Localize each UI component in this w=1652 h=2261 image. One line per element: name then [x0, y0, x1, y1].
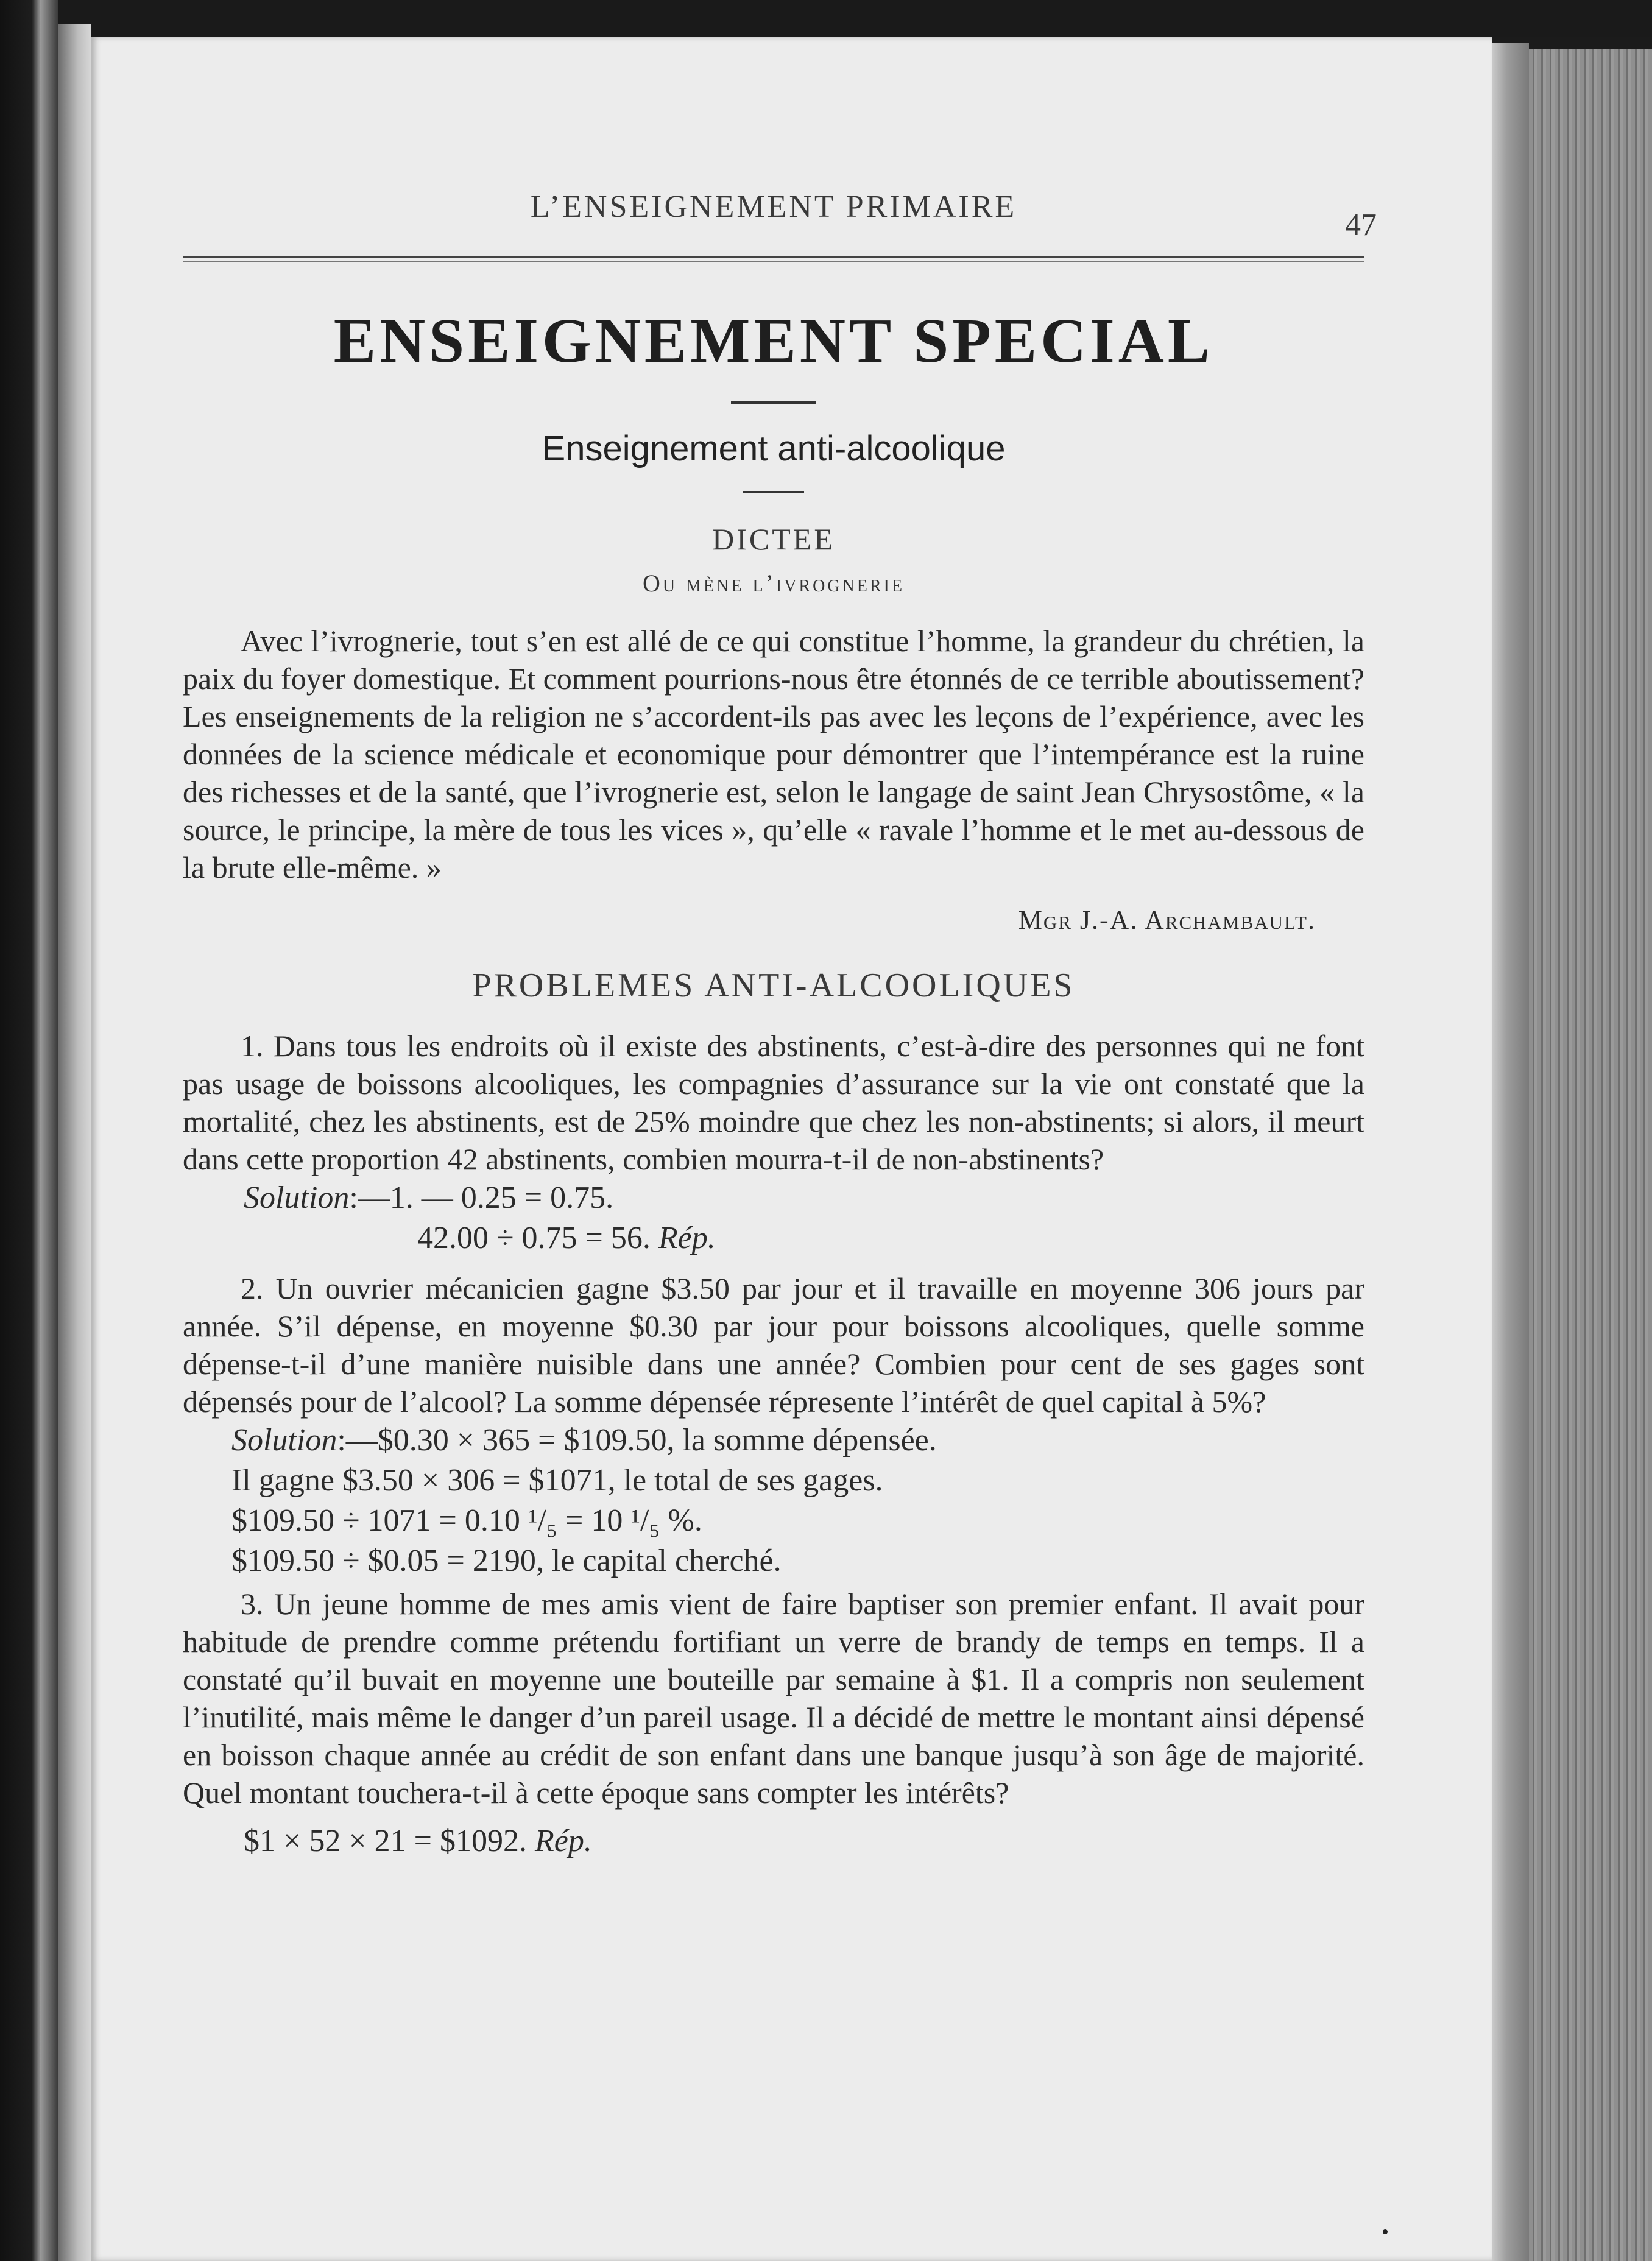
problem-3-solution	[244, 1821, 1364, 1861]
solution-text: :—$0.30 × 365 = $109.50, la somme dépensée.	[337, 1423, 937, 1458]
scan-left-edge	[0, 0, 58, 2261]
running-head	[183, 177, 1377, 244]
scan-speck	[1383, 2229, 1388, 2234]
problem-2-solution-line-2: Il gagne $3.50 × 306 = $1071, le total de ses gages.	[231, 1463, 883, 1498]
problem-1-solution-line-1	[244, 1178, 1364, 1218]
dictee-signature: Mgr J.-A. Archambault.	[1018, 905, 1316, 935]
problem-1-solution-line-2	[417, 1218, 1364, 1258]
dictee-paragraph: Avec l’ivrognerie, tout s’en est allé de ce qui constitue l’homme, la grandeur du chrétien, la paix du foyer domestique. Et comment pourrions-nous être étonnés de ce terrible aboutissement? Les enseignements de la religion ne s’accordent-ils pas avec les leçons de l’expérience, avec les données de la science médicale et economique pour démontrer que l’intempérance est la ruine des richesses et de la santé, que l’ivrognerie est, selon le langage de saint Jean Chrysostôme, « la source, le principe, la mère de tous les vices », qu’elle « ravale l’homme et le met au-dessous de la brute elle-même. »	[183, 624, 1364, 884]
dictee-subtitle: Ou mène l’ivrognerie	[643, 570, 905, 597]
solution-text: 42.00 ÷ 0.75 = 56.	[417, 1221, 651, 1255]
solution-label: Solution	[244, 1180, 350, 1215]
header-rule-thin	[183, 261, 1364, 262]
page-content	[183, 177, 1377, 1861]
page-number: 47	[1345, 208, 1377, 242]
section-divider	[731, 401, 816, 404]
section-title: ENSEIGNEMENT SPECIAL	[333, 306, 1214, 376]
running-title: L’ENSEIGNEMENT PRIMAIRE	[530, 189, 1017, 224]
section-subtitle: Enseignement anti-alcoolique	[542, 429, 1006, 468]
problem-2-solution-line-4: $109.50 ÷ $0.05 = 2190, le capital cherché.	[231, 1543, 782, 1578]
solution-text: $1 × 52 × 21 = $1092.	[244, 1824, 527, 1858]
problems-title: PROBLEMES ANTI-ALCOOLIQUES	[472, 967, 1075, 1004]
problem-3-text: 3. Un jeune homme de mes amis vient de faire baptiser son premier enfant. Il avait pour habitude de prendre comme prétendu fortifiant un verre de brandy de temps en temps. Il a constaté qu’il buvait en moyenne une bouteille par semaine à $1. Il a compris non seulement l’inutilité, mais même le danger d’un pareil usage. Il a décidé de mettre le montant ainsi dépensé en boisson chaque année au crédit de son enfant dans une banque jusqu’à son âge de majorité. Quel montant touchera-t-il à cette époque sans compter les intérêts?	[183, 1587, 1364, 1810]
book-page-edges	[1529, 49, 1652, 2261]
page-gutter	[58, 24, 91, 2261]
solution-label: Solution	[231, 1423, 337, 1458]
scan-top-edge	[0, 0, 1652, 37]
problem-2-solution-line-1	[231, 1420, 1364, 1461]
problem-1-text: 1. Dans tous les endroits où il existe des abstinents, c’est-à-dire des personnes qui ne font pas usage de boissons alcooliques, les compagnies d’assurance sur la vie ont constaté que la mortalité, chez les abstinents, est de 25% moindre que chez les non-abstinents; si alors, il meurt dans cette proportion 42 abstinents, combien mourra-t-il de non-abstinents?	[183, 1029, 1364, 1176]
problem-2-text: 2. Un ouvrier mécanicien gagne $3.50 par jour et il travaille en moyenne 306 jours par année. S’il dépense, en moyenne $0.30 par jour pour boissons alcooliques, quelle somme dépense-t-il d’une manière nuisible dans une année? Combien pour cent de ses gages sont dépensés pour de l’alcool? La somme dépensée répresente l’intérêt de quel capital à 5%?	[183, 1271, 1364, 1419]
subtitle-divider	[743, 491, 804, 493]
answer-label: Rép.	[658, 1221, 716, 1255]
problem-2-solution-line-3: $109.50 ÷ 1071 = 0.10 ¹/₅ = 10 ¹/₅ %.	[231, 1503, 702, 1538]
solution-text: :—1. — 0.25 = 0.75.	[349, 1180, 614, 1215]
header-rule	[183, 256, 1364, 258]
answer-label: Rép.	[534, 1824, 592, 1858]
dictee-title: DICTEE	[712, 522, 835, 556]
page-fore-edge	[1492, 43, 1529, 2261]
